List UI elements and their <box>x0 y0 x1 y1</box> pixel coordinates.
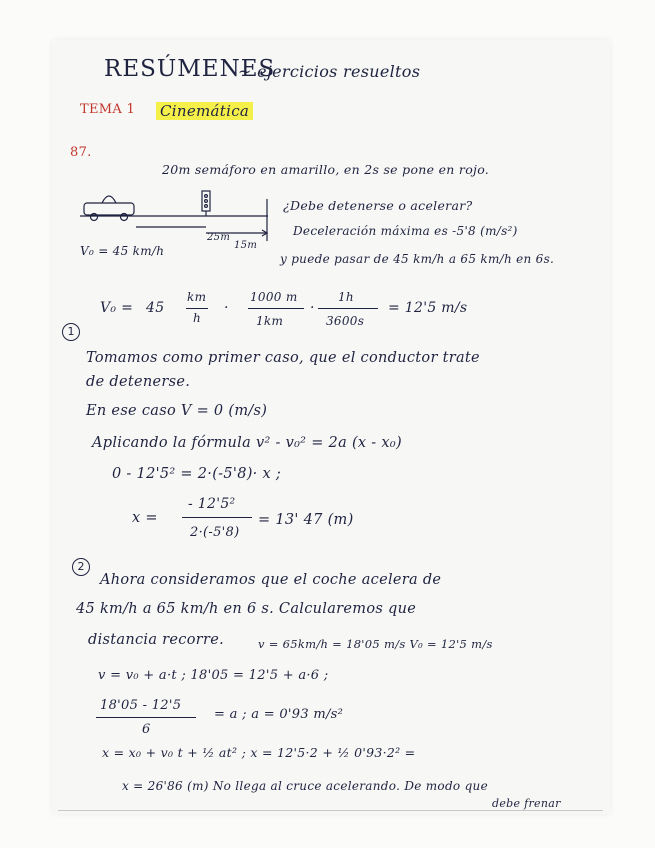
case-2-velocities: v = 65km/h = 18'05 m/s V₀ = 12'5 m/s <box>258 637 493 651</box>
case-2-line-3: distancia recorre. <box>88 632 224 648</box>
problem-speed: y puede pasar de 45 km/h a 65 km/h en 6s. <box>280 252 555 266</box>
problem-number: 87. <box>70 145 92 160</box>
case-1-x-denominator: 2·(-5'8) <box>190 525 240 540</box>
case-2-line-8: debe frenar <box>492 797 561 810</box>
case-2-marker: 2 <box>72 558 90 576</box>
case-1-x-label: x = <box>132 510 158 526</box>
case-1-line-1: Tomamos como primer caso, que el conductor trate <box>86 350 480 366</box>
case-1-line-5: 0 - 12'5² = 2·(-5'8)· x ; <box>112 466 282 482</box>
conv-v0: V₀ = <box>100 300 134 316</box>
conv-num-3: 1h <box>338 290 354 304</box>
page-subtitle: ~ ejercicios resueltos <box>238 62 421 81</box>
case-2-fraction-line <box>96 717 196 718</box>
initial-velocity-label: V₀ = 45 km/h <box>80 244 165 258</box>
topic-text: Cinemática <box>156 102 253 120</box>
conv-frac-2-line <box>248 308 304 309</box>
case-1-x-numerator: - 12'5² <box>188 496 236 512</box>
topic-highlight <box>156 102 253 120</box>
case-1-line-3: En ese caso V = 0 (m/s) <box>86 403 268 419</box>
distance-25m: 25m <box>207 232 231 243</box>
case-2-line-2: 45 km/h a 65 km/h en 6 s. Calcularemos que <box>76 601 417 617</box>
problem-line-1: 20m semáforo en amarillo, en 2s se pone en rojo. <box>162 162 490 177</box>
case-1-line-4: Aplicando la fórmula v² - v₀² = 2a (x - x₀) <box>92 435 402 451</box>
conv-h: h <box>193 311 202 325</box>
conv-den-3: 3600s <box>326 314 365 328</box>
page-bottom-edge <box>58 810 603 811</box>
case-1-line-2: de detenerse. <box>86 374 191 390</box>
case-2-line-7: x = 26'86 (m) No llega al cruce acelerando. De modo que <box>122 779 488 793</box>
case-2-line-1: Ahora consideramos que el coche acelera de <box>100 572 442 588</box>
case-1-x-result: = 13' 47 (m) <box>258 512 354 528</box>
conv-value: 45 <box>146 300 165 316</box>
case-2-a-result: = a ; a = 0'93 m/s² <box>214 707 344 722</box>
case-1-fraction-line <box>182 517 252 518</box>
case-2-line-4: v = v₀ + a·t ; 18'05 = 12'5 + a·6 ; <box>98 668 329 683</box>
case-1-marker: 1 <box>62 323 80 341</box>
problem-deceleration: Deceleración máxima es -5'8 (m/s²) <box>293 224 518 238</box>
page-title: RESÚMENES <box>104 56 276 82</box>
conv-num-2: 1000 m <box>250 290 298 304</box>
case-2-a-numerator: 18'05 - 12'5 <box>100 698 182 713</box>
case-2-line-6: x = x₀ + v₀ t + ½ at² ; x = 12'5·2 + ½ 0'93·2² = <box>102 745 416 760</box>
conv-dot-2: · <box>310 300 315 316</box>
conv-km: km <box>187 290 207 304</box>
case-2-a-denominator: 6 <box>142 722 151 737</box>
conv-frac-3-line <box>318 308 378 309</box>
conv-dot-1: · <box>224 300 229 316</box>
problem-question: ¿Debe detenerse o acelerar? <box>283 198 473 213</box>
tema-label: TEMA 1 <box>80 102 136 117</box>
conv-frac-1-line <box>186 308 208 309</box>
conv-result: = 12'5 m/s <box>388 300 468 316</box>
conv-den-2: 1km <box>256 314 284 328</box>
distance-15m: 15m <box>234 240 258 251</box>
